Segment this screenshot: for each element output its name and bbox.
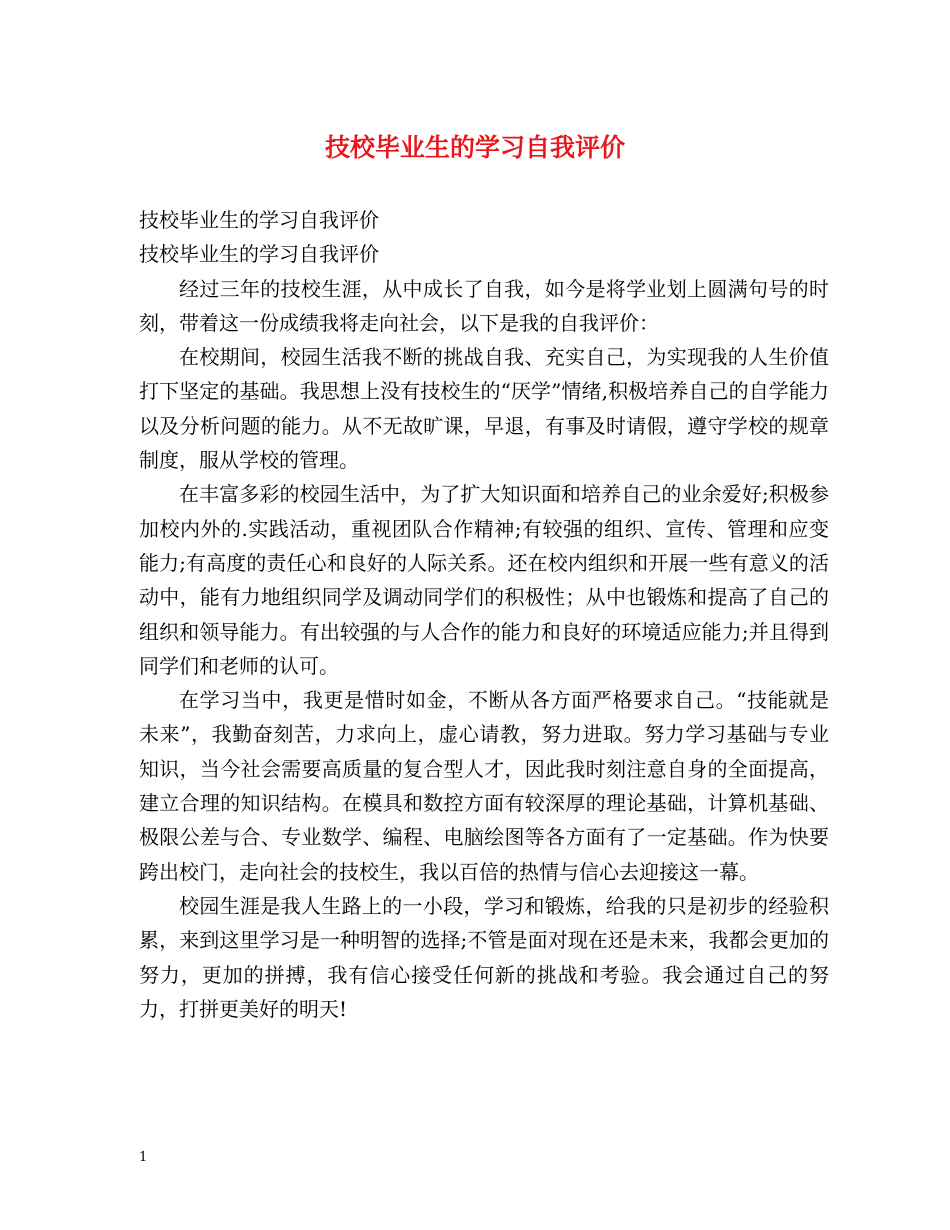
paragraph-conclusion: 校园生涯是我人生路上的一小段，学习和锻炼，给我的只是初步的经验积累，来到这里学习是一种明智的选择;不管是面对现在还是未来，我都会更加的努力，更加的拼搏，我有信心接受任何新的挑战和考验。我会通过自己的努力，打拼更美好的明天! — [139, 893, 829, 1021]
paragraph-study: 在学习当中，我更是惜时如金，不断从各方面严格要求自己。“技能就是未来”，我勤奋刻苦，力求向上，虚心请教，努力进取。努力学习基础与专业知识，当今社会需要高质量的复合型人才，因此我时刻注意自身的全面提高，建立合理的知识结构。在模具和数控方面有较深厚的理论基础，计算机基础、极限公差与合、专业数学、编程、电脑绘图等各方面有了一定基础。作为快要跨出校门，走向社会的技校生，我以百倍的热情与信心去迎接这一幕。 — [139, 688, 829, 884]
document-body — [139, 203, 829, 1026]
paragraph-school-life: 在校期间，校园生活我不断的挑战自我、充实自己，为实现我的人生价值打下坚定的基础。我思想上没有技校生的“厌学”情绪,积极培养自己的自学能力以及分析问题的能力。从不无故旷课，早退，有事及时请假，遵守学校的规章制度，服从学校的管理。 — [139, 345, 829, 473]
page-number: 1 — [139, 1150, 148, 1165]
subtitle-line: 技校毕业生的学习自我评价 — [139, 208, 379, 232]
document-title: 技校毕业生的学习自我评价 — [324, 133, 625, 162]
paragraph-activities: 在丰富多彩的校园生活中，为了扩大知识面和培养自己的业余爱好;积极参加校内外的.实践活动，重视团队合作精神;有较强的组织、宣传、管理和应变能力;有高度的责任心和良好的人际关系。还在校内组织和开展一些有意义的活动中，能有力地组织同学及调动同学们的积极性；从中也锻炼和提高了自己的组织和领导能力。有出较强的与人合作的能力和良好的环境适应能力;并且得到同学们和老师的认可。 — [139, 482, 829, 678]
paragraph-intro: 经过三年的技校生涯，从中成长了自我，如今是将学业划上圆满句号的时刻，带着这一份成绩我将走向社会，以下是我的自我评价： — [139, 276, 829, 335]
subtitle-line: 技校毕业生的学习自我评价 — [139, 242, 379, 267]
